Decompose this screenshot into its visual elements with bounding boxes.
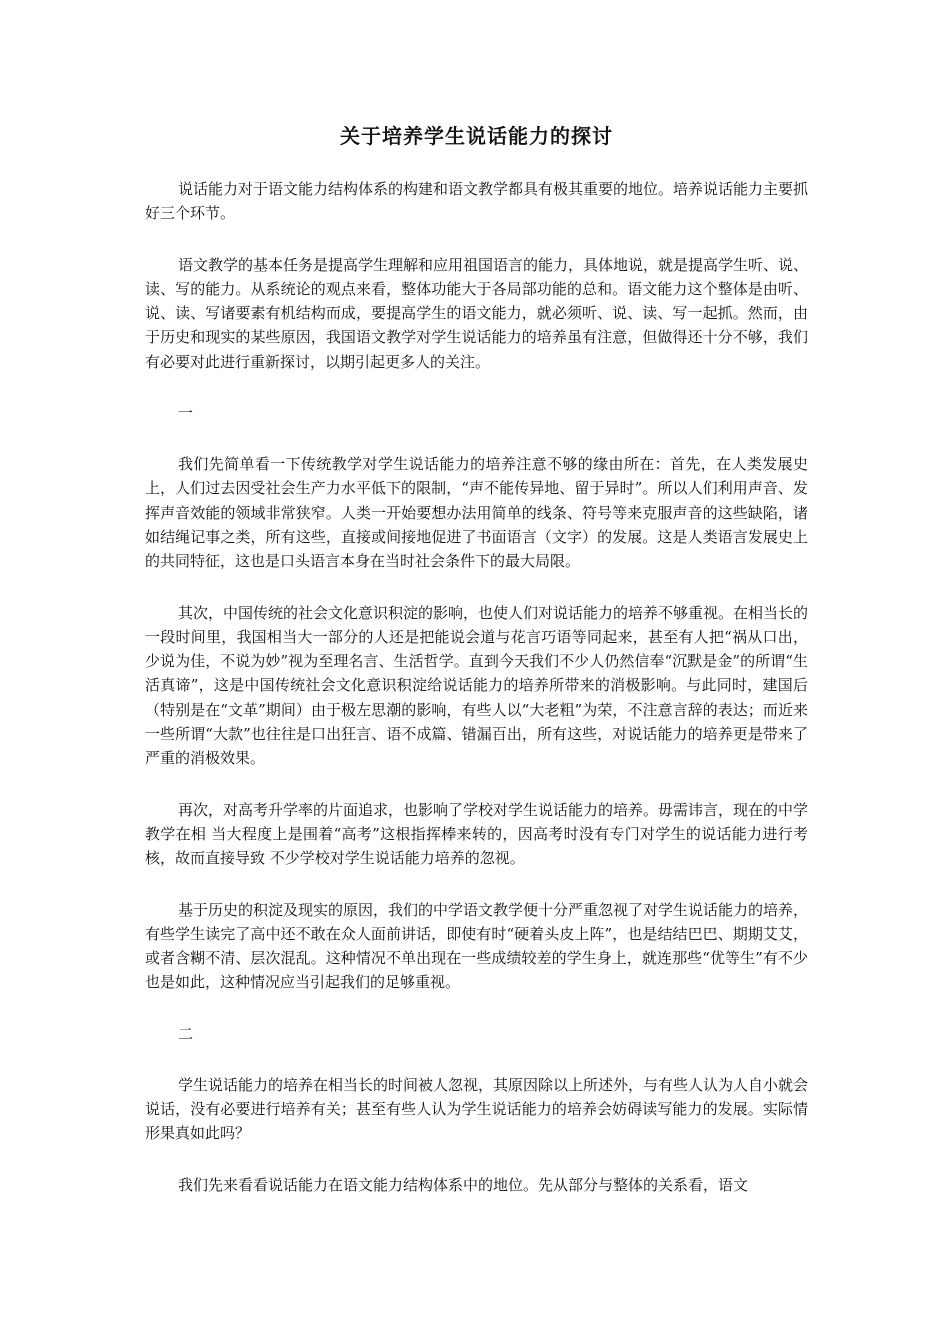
section-number-two: 二 (178, 1024, 194, 1043)
paragraph-body-truncated: 我们先来看看说话能力在语文能力结构体系中的地位。先从部分与整体的关系看，语文 (178, 1175, 749, 1194)
paragraph-body: 其次，中国传统的社会文化意识积淀的影响，也使人们对说话能力的培养不够重视。在相当长的一段时间里，我国相当大一部分的人还是把能说会道与花言巧语等同起来，甚至有人把“祸从口出，少说为佳，不说为妙”视为至理名言、生活哲学。直到今天我们不少人仍然信奉“沉默是金”的所谓“生活真谛”，这是中国传统社会文化意识积淀给说话能力的培养所带来的消极影响。与此同时，建国后（特别是在“文革”期间）由于极左思潮的影响，有些人以“大老粗”为荣，不注意言辞的表达；而近来一些所谓“大款”也往往是口出狂言、语不成篇、错漏百出，所有这些，对说话能力的培养更是带来了严重的消极效果。 (145, 603, 809, 768)
paragraph-body: 再次，对高考升学率的片面追求，也影响了学校对学生说话能力的培养。毋需讳言，现在的中学教学在相 当大程度上是围着“高考”这根指挥棒来转的，因高考时没有专门对学生的说话能力进行考核，故而直接导致 不少学校对学生说话能力培养的忽视。 (145, 800, 809, 868)
document-title: 关于培养学生说话能力的探讨 (340, 124, 613, 148)
document-page (145, 120, 808, 1224)
paragraph-intro: 说话能力对于语文能力结构体系的构建和语文教学都具有极其重要的地位。培养说话能力主要抓好三个环节。 (145, 180, 809, 223)
paragraph-body: 学生说话能力的培养在相当长的时间被人忽视，其原因除以上所述外，与有些人认为人自小就会说话，没有必要进行培养有关；甚至有些人认为学生说话能力的培养会妨碍读写能力的发展。实际情形果真如此吗？ (145, 1075, 809, 1143)
paragraph-body: 语文教学的基本任务是提高学生理解和应用祖国语言的能力，具体地说，就是提高学生听、说、读、写的能力。从系统论的观点来看，整体功能大于各局部功能的总和。语文能力这个整体是由听、说、读、写诸要素有机结构而成，要提高学生的语文能力，就必须听、说、读、写一起抓。然而，由于历史和现实的某些原因，我国语文教学对学生说话能力的培养虽有注意，但做得还十分不够，我们有必要对此进行重新探讨，以期引起更多人的关注。 (145, 255, 809, 371)
paragraph-body: 基于历史的积淀及现实的原因，我们的中学语文教学便十分严重忽视了对学生说话能力的培养，有些学生读完了高中还不敢在众人面前讲话，即使有时“硬着头皮上阵”，也是结结巴巴、期期艾艾，或者含糊不清、层次混乱。这种情况不单出现在一些成绩较差的学生身上，就连那些“优等生”有不少也是如此，这种情况应当引起我们的足够重视。 (145, 900, 809, 992)
paragraph-body: 我们先简单看一下传统教学对学生说话能力的培养注意不够的缘由所在：首先，在人类发展史上，人们过去因受社会生产力水平低下的限制，“声不能传异地、留于异时”。所以人们利用声音、发挥声音效能的领域非常狭窄。人类一开始要想办法用简单的线条、符号等来克服声音的这些缺陷，诸如结绳记事之类，所有这些，直接或间接地促进了书面语言（文字）的发展。这是人类语言发展史上的共同特征，这也是口头语言本身在当时社会条件下的最大局限。 (145, 455, 808, 571)
section-number-one: 一 (178, 404, 194, 423)
